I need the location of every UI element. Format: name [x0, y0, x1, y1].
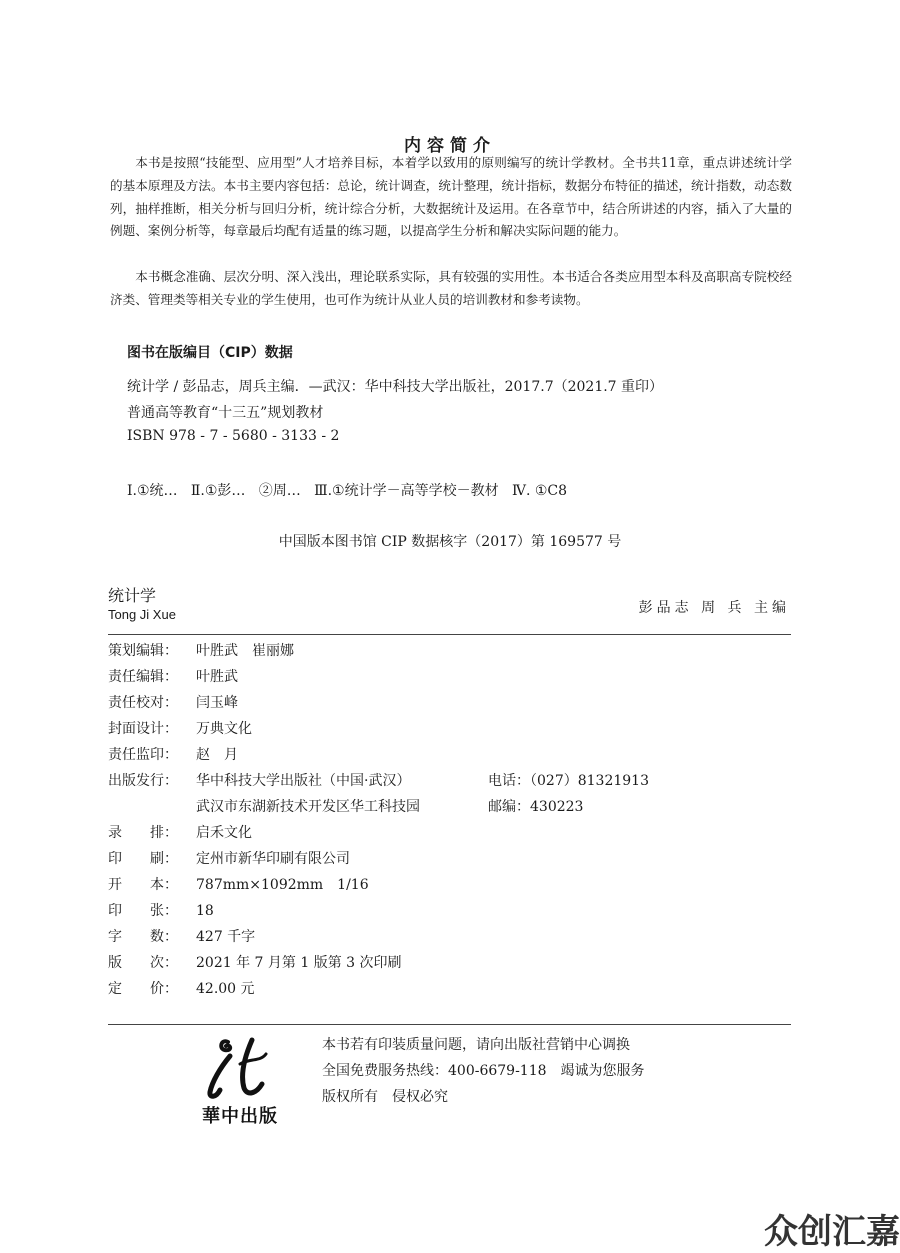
- credit-value: 叶胜武 崔丽娜: [196, 643, 294, 659]
- credit-label: 责任监印：: [108, 747, 178, 763]
- credit-label: 字 数：: [108, 929, 178, 945]
- publisher-logo-text: 華中出版: [202, 1106, 278, 1127]
- credit-value: 万典文化: [196, 721, 252, 737]
- credit-label: 策划编辑：: [108, 643, 178, 659]
- credit-value: 闫玉峰: [196, 695, 238, 711]
- intro-title: 内容简介: [404, 136, 496, 156]
- notice-quality: 本书若有印装质量问题，请向出版社营销中心调换: [322, 1037, 630, 1053]
- credit-label: 印 刷：: [108, 851, 178, 867]
- credit-row: [108, 666, 488, 686]
- credit-value: 华中科技大学出版社（中国·武汉）: [196, 773, 411, 789]
- credit-label: 定 价：: [108, 981, 178, 997]
- book-title-pinyin: Tong Ji Xue: [108, 607, 176, 622]
- credit-row: [108, 796, 583, 816]
- credit-extra: 电话：（027）81321913: [488, 773, 649, 789]
- credit-value: 42.00 元: [196, 981, 255, 997]
- credit-extra: 邮编：430223: [488, 799, 584, 815]
- credit-value: 2021 年 7 月第 1 版第 3 次印刷: [196, 955, 402, 971]
- divider-bottom: [108, 1024, 791, 1025]
- credit-label: 开 本：: [108, 877, 178, 893]
- intro-paragraph-1: [110, 152, 792, 243]
- credit-row: [108, 640, 488, 660]
- credit-row: [108, 822, 488, 842]
- credit-row: [108, 770, 649, 790]
- divider-top: [108, 634, 791, 635]
- credit-value: 427 千字: [196, 929, 256, 945]
- book-title: 统计学: [108, 586, 157, 605]
- credit-label: 印 张：: [108, 903, 178, 919]
- credit-value: 武汉市东湖新技术开发区华工科技园: [196, 799, 420, 815]
- cip-line-citation: 统计学 / 彭品志，周兵主编．—武汉：华中科技大学出版社，2017.7（2021.7 重印）: [127, 379, 664, 395]
- credit-row: [108, 848, 488, 868]
- intro-paragraph-2-text: 本书概念准确、层次分明、深入浅出，理论联系实际，具有较强的实用性。本书适合各类应用型本科及高职高专院校经济类、管理类等相关专业的学生使用，也可作为统计从业人员的培训教材和参考读物。: [110, 269, 792, 307]
- credit-label: 责任编辑：: [108, 669, 178, 685]
- credit-label: 封面设计：: [108, 721, 178, 737]
- credit-value: 18: [196, 903, 214, 919]
- credit-value: 787mm×1092mm 1/16: [196, 877, 369, 893]
- credit-label: 责任校对：: [108, 695, 178, 711]
- cip-line-isbn: ISBN 978 - 7 - 5680 - 3133 - 2: [127, 428, 340, 444]
- credit-value: 定州市新华印刷有限公司: [196, 851, 350, 867]
- credit-value: 启禾文化: [196, 825, 252, 841]
- intro-paragraph-2: [110, 266, 792, 312]
- notice-hotline: 全国免费服务热线：400-6679-118 竭诚为您服务: [322, 1063, 645, 1079]
- credit-row: [108, 744, 488, 764]
- credit-row: [108, 926, 488, 946]
- cip-heading: 图书在版编目（CIP）数据: [127, 345, 293, 361]
- cip-line-series: 普通高等教育“十三五”规划教材: [127, 405, 324, 421]
- publisher-logo-icon: [190, 1028, 290, 1128]
- credit-row: [108, 718, 488, 738]
- credit-row: [108, 978, 488, 998]
- credit-row: [108, 952, 488, 972]
- credit-value: 叶胜武: [196, 669, 238, 685]
- credit-label: 版 次：: [108, 955, 178, 971]
- credit-row: [108, 900, 488, 920]
- credit-row: [108, 692, 488, 712]
- cip-classification: Ⅰ.①统… Ⅱ.①彭… ②周… Ⅲ.①统计学－高等学校－教材 Ⅳ. ①C8: [127, 483, 568, 499]
- credit-label: 出版发行：: [108, 773, 178, 789]
- notice-copyright: 版权所有 侵权必究: [322, 1089, 448, 1105]
- cip-approval-number: 中国版本图书馆 CIP 数据核字（2017）第 169577 号: [278, 534, 622, 550]
- credit-value: 赵 月: [196, 747, 238, 763]
- intro-paragraph-1-text: 本书是按照“技能型、应用型”人才培养目标，本着学以致用的原则编写的统计学教材。全书共11章，重点讲述统计学的基本原理及方法。本书主要内容包括：总论，统计调查，统计整理，统计指标，数据分布特征的描述，统计指数，动态数列，抽样推断，相关分析与回归分析，统计综合分析，大数据统计及运用。在各章节中，结合所讲述的内容，插入了大量的例题、案例分析等，每章最后均配有适量的练习题，以提高学生分析和解决实际问题的能力。: [110, 155, 792, 239]
- credit-row: [108, 874, 488, 894]
- watermark: 众创汇嘉: [764, 1212, 900, 1252]
- book-authors: 彭品志 周 兵 主编: [638, 600, 790, 616]
- credit-label: 录 排：: [108, 825, 178, 841]
- publisher-logo: [190, 1028, 290, 1128]
